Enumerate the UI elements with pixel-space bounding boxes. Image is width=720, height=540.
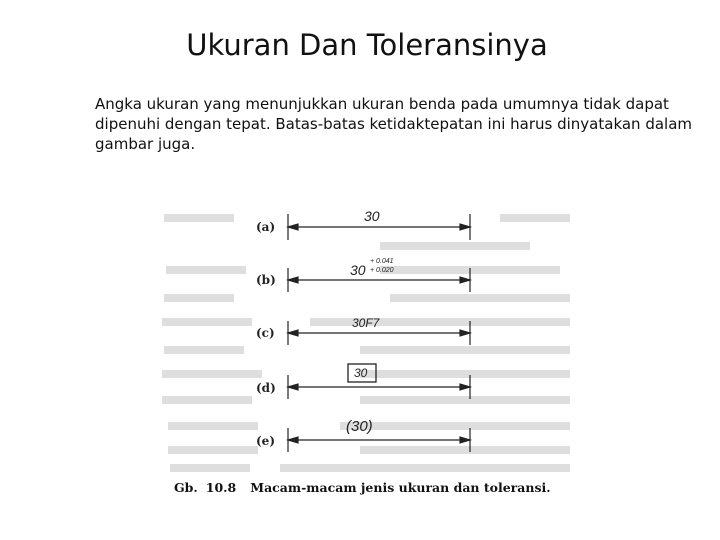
caption-prefix: Gb.: [174, 480, 198, 495]
caption-text: Macam-macam jenis ukuran dan toleransi.: [250, 480, 551, 495]
row-label-e: (e): [256, 434, 275, 448]
slide-body-text: Angka ukuran yang menunjukkan ukuran benda pada umumnya tidak dapat dipenuhi dengan tepat. Batas-batas ketidaktepatan ini harus dinyatakan dalam gambar juga.: [95, 95, 693, 153]
row-label-d: (d): [256, 381, 276, 395]
lower-deviation: + 0.020: [370, 267, 394, 274]
slide-title: Ukuran Dan Toleransinya: [186, 28, 548, 62]
scan-background-texture: [160, 200, 580, 520]
dimension-text-b: 30: [350, 262, 366, 278]
caption-number: 10.8: [205, 480, 237, 495]
tolerance-figure: [160, 200, 580, 520]
dimension-text-e: (30): [346, 418, 373, 435]
row-label-a: (a): [256, 220, 276, 234]
upper-deviation: + 0.041: [370, 258, 394, 265]
row-label-b: (b): [256, 273, 276, 287]
dimension-text-d: 30: [354, 366, 368, 380]
dimension-text-a: 30: [364, 208, 380, 224]
figure-caption: [174, 480, 551, 495]
row-label-c: (c): [256, 326, 275, 340]
dimension-text-c: 30F7: [352, 316, 380, 330]
